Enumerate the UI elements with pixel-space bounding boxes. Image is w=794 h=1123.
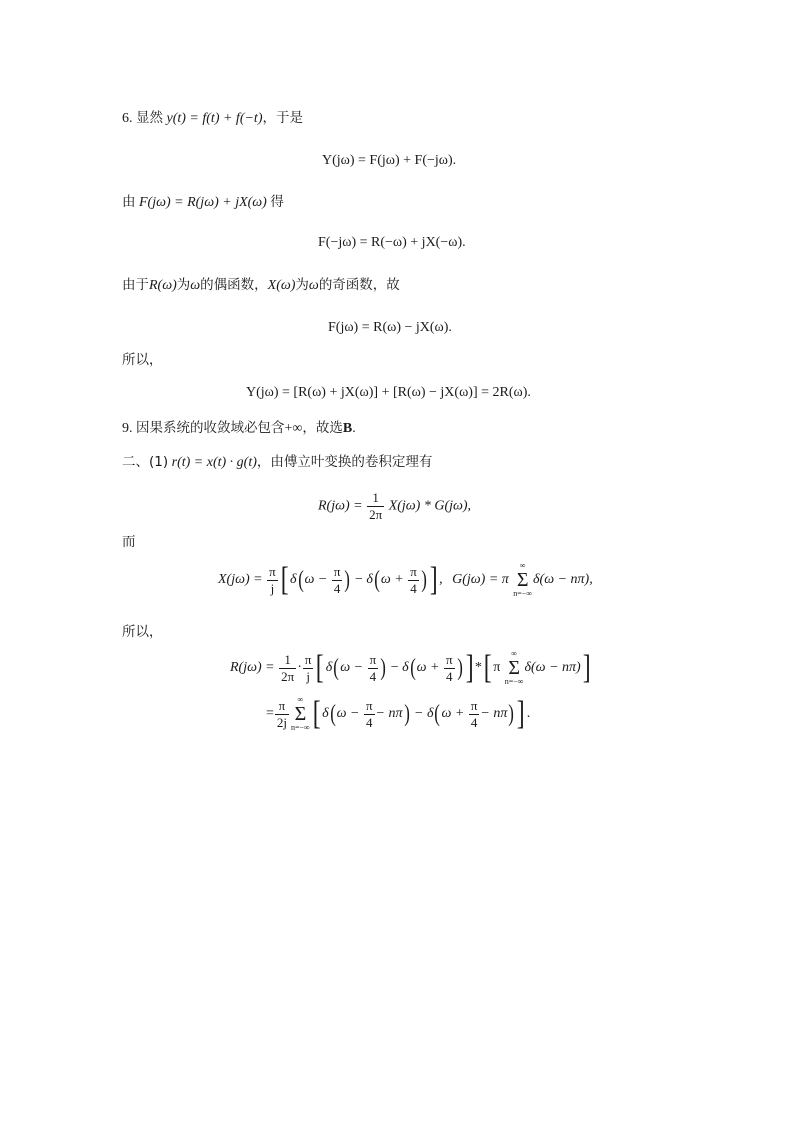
frac-den: 4 (410, 580, 417, 596)
problem-number: 6. (122, 111, 133, 126)
frac-num: π (445, 651, 453, 667)
right-bracket: ] (582, 649, 591, 686)
fraction-pi-over-j (267, 564, 278, 597)
minus: − (390, 660, 399, 676)
frac-num: π (275, 698, 289, 715)
sum-upper: ∞ (519, 561, 526, 570)
sum-symbol: Σ (294, 703, 307, 725)
frac-num: π (304, 651, 312, 667)
fraction-pi-over-4 (364, 698, 375, 731)
sum-upper: ∞ (511, 649, 517, 658)
eq5-lhs: R(jω) = (318, 498, 363, 514)
omega-plus: ω + (416, 660, 440, 676)
sum-term: δ(ω − nπ) (524, 660, 581, 676)
omega-minus: ω − (336, 706, 360, 722)
frac-den: 4 (470, 714, 478, 730)
g-rhs: δ(ω − nπ), (533, 572, 593, 588)
fraction-1-over-2pi (367, 490, 384, 523)
sum-lower: n=−∞ (291, 723, 310, 732)
eq6-lhs: X(jω) = (218, 572, 263, 588)
frac-num: π (365, 697, 373, 713)
p9-period: . (352, 421, 356, 436)
fraction-pi-over-j (303, 652, 314, 685)
eq5-rhs: X(jω) * G(jω), (388, 498, 472, 514)
fraction-pi-over-4 (469, 698, 480, 731)
x-omega: X(ω) (267, 278, 296, 293)
frac-num: π (333, 563, 341, 579)
paren-open: ( (434, 701, 441, 727)
part-2-text: ，由傅立叶变换的卷积定理有 (256, 454, 433, 470)
parity-line (122, 275, 400, 296)
left-bracket: [ (280, 561, 289, 598)
omega-minus: ω − (340, 660, 364, 676)
so-text-1: 所以， (122, 352, 163, 368)
omega-plus: ω + (441, 706, 465, 722)
minus: − (354, 572, 363, 588)
left-bracket: [ (316, 649, 325, 686)
and-text: 而 (122, 534, 136, 550)
right-bracket: ] (429, 561, 438, 598)
intro-text: 显然 (136, 110, 163, 126)
right-bracket: ] (465, 649, 474, 686)
frac-num: π (410, 563, 417, 579)
left-bracket: [ (483, 649, 492, 686)
odd-text: 的奇函数，故 (318, 277, 400, 293)
paren-open: ( (333, 655, 340, 681)
frac-den: 4 (369, 668, 377, 684)
fraction-pi-over-4 (408, 564, 419, 597)
omega-2: ω (308, 278, 319, 293)
intro-equation: y(t) = f(t) + f(−t) (166, 111, 263, 126)
r-omega: R(ω) (149, 278, 177, 293)
paren-close: ) (380, 655, 387, 681)
dot-operator: · (297, 660, 302, 676)
omega-minus: ω − (304, 572, 328, 588)
frac-den: 4 (333, 580, 341, 596)
equation-5 (318, 490, 471, 523)
delta-1: δ (322, 706, 329, 722)
summation (505, 650, 524, 686)
paren-open: ( (329, 701, 336, 727)
delta-2: δ (402, 660, 409, 676)
equation-2: F(−jω) = R(−ω) + jX(−ω). (318, 235, 466, 250)
problem-number-9: 9. (122, 421, 133, 436)
part-2-number: 二、(1) (122, 454, 169, 470)
since-wei-2: 为 (295, 277, 309, 293)
frac-den: 4 (365, 714, 373, 730)
minus-delta: − δ (414, 706, 434, 722)
problem-9 (122, 418, 356, 439)
by-equation: F(jω) = R(jω) + jX(ω) (139, 195, 267, 210)
convolution-star: * (474, 660, 482, 676)
fraction-pi-over-4 (368, 652, 379, 685)
equation-1: Y(jω) = F(jω) + F(−jω). (322, 153, 457, 168)
derivation-line (122, 192, 284, 213)
p9-text-a: 因果系统的收敛域必包含 (136, 420, 285, 436)
by-tail: 得 (270, 194, 284, 210)
frac-den: 2π (369, 507, 383, 522)
equals: = (266, 706, 274, 722)
delta-2: δ (366, 572, 373, 588)
pi-coefficient: π (493, 660, 501, 676)
frac-den: 2j (276, 714, 288, 730)
frac-den: j (306, 668, 310, 684)
period: . (526, 706, 531, 722)
frac-den: j (270, 580, 275, 596)
equation-6 (218, 562, 593, 598)
omega-plus: ω + (380, 572, 404, 588)
paren-close: ) (403, 701, 410, 727)
so-text-2: 所以， (122, 624, 163, 640)
fraction-1-over-2pi (279, 652, 296, 685)
sum-lower: n=−∞ (513, 589, 533, 598)
frac-num: 1 (279, 652, 296, 669)
left-bracket: [ (312, 695, 321, 732)
paren-close: ) (344, 567, 351, 593)
frac-num: π (470, 697, 478, 713)
summation (513, 562, 532, 598)
frac-num: π (369, 651, 377, 667)
r-definition: r(t) = x(t) · g(t) (171, 455, 257, 470)
sum-lower: n=−∞ (504, 677, 524, 686)
equation-8 (266, 696, 530, 732)
frac-num: π (269, 563, 276, 579)
answer-choice: B (342, 421, 353, 436)
even-text: 的偶函数， (200, 277, 268, 293)
since-text: 由于 (122, 277, 149, 293)
by-text: 由 (122, 194, 136, 210)
sum-symbol: Σ (516, 569, 529, 591)
sum-symbol: Σ (508, 657, 520, 679)
frac-den: 2π (281, 668, 295, 684)
frac-den: 4 (446, 668, 453, 684)
minus-npi: − nπ (480, 706, 508, 722)
paren-close: ) (456, 655, 463, 681)
paren-open: ( (374, 567, 380, 593)
fraction-pi-over-4 (332, 564, 343, 597)
paren-close: ) (420, 567, 427, 593)
g-lhs: G(jω) = π (452, 572, 509, 588)
since-wei: 为 (176, 277, 191, 293)
p9-text-b: ，故选 (302, 420, 343, 436)
right-bracket: ] (517, 695, 525, 732)
problem-6-intro (122, 108, 303, 129)
summation (291, 696, 310, 732)
equation-4: Y(jω) = [R(ω) + jX(ω)] + [R(ω) − jX(ω)] = 2R(ω). (246, 385, 531, 400)
plus-infinity: +∞ (284, 421, 303, 436)
frac-num: 1 (367, 490, 384, 507)
comma: , (439, 572, 443, 588)
equation-3: F(jω) = R(ω) − jX(ω). (328, 320, 452, 335)
fraction-pi-over-2j (275, 698, 289, 731)
omega-1: ω (190, 278, 201, 293)
part-2-intro (122, 452, 432, 473)
fraction-pi-over-4 (444, 652, 455, 685)
eq7-lhs: R(jω) = (230, 660, 275, 676)
paren-open: ( (409, 655, 416, 681)
paren-open: ( (297, 567, 304, 593)
delta-1: δ (290, 572, 297, 588)
minus-npi: − nπ (375, 706, 403, 722)
intro-tail: ，于是 (262, 110, 303, 126)
paren-close: ) (508, 701, 515, 727)
equation-7 (230, 650, 592, 686)
delta-1: δ (325, 660, 333, 676)
sum-upper: ∞ (297, 695, 304, 704)
